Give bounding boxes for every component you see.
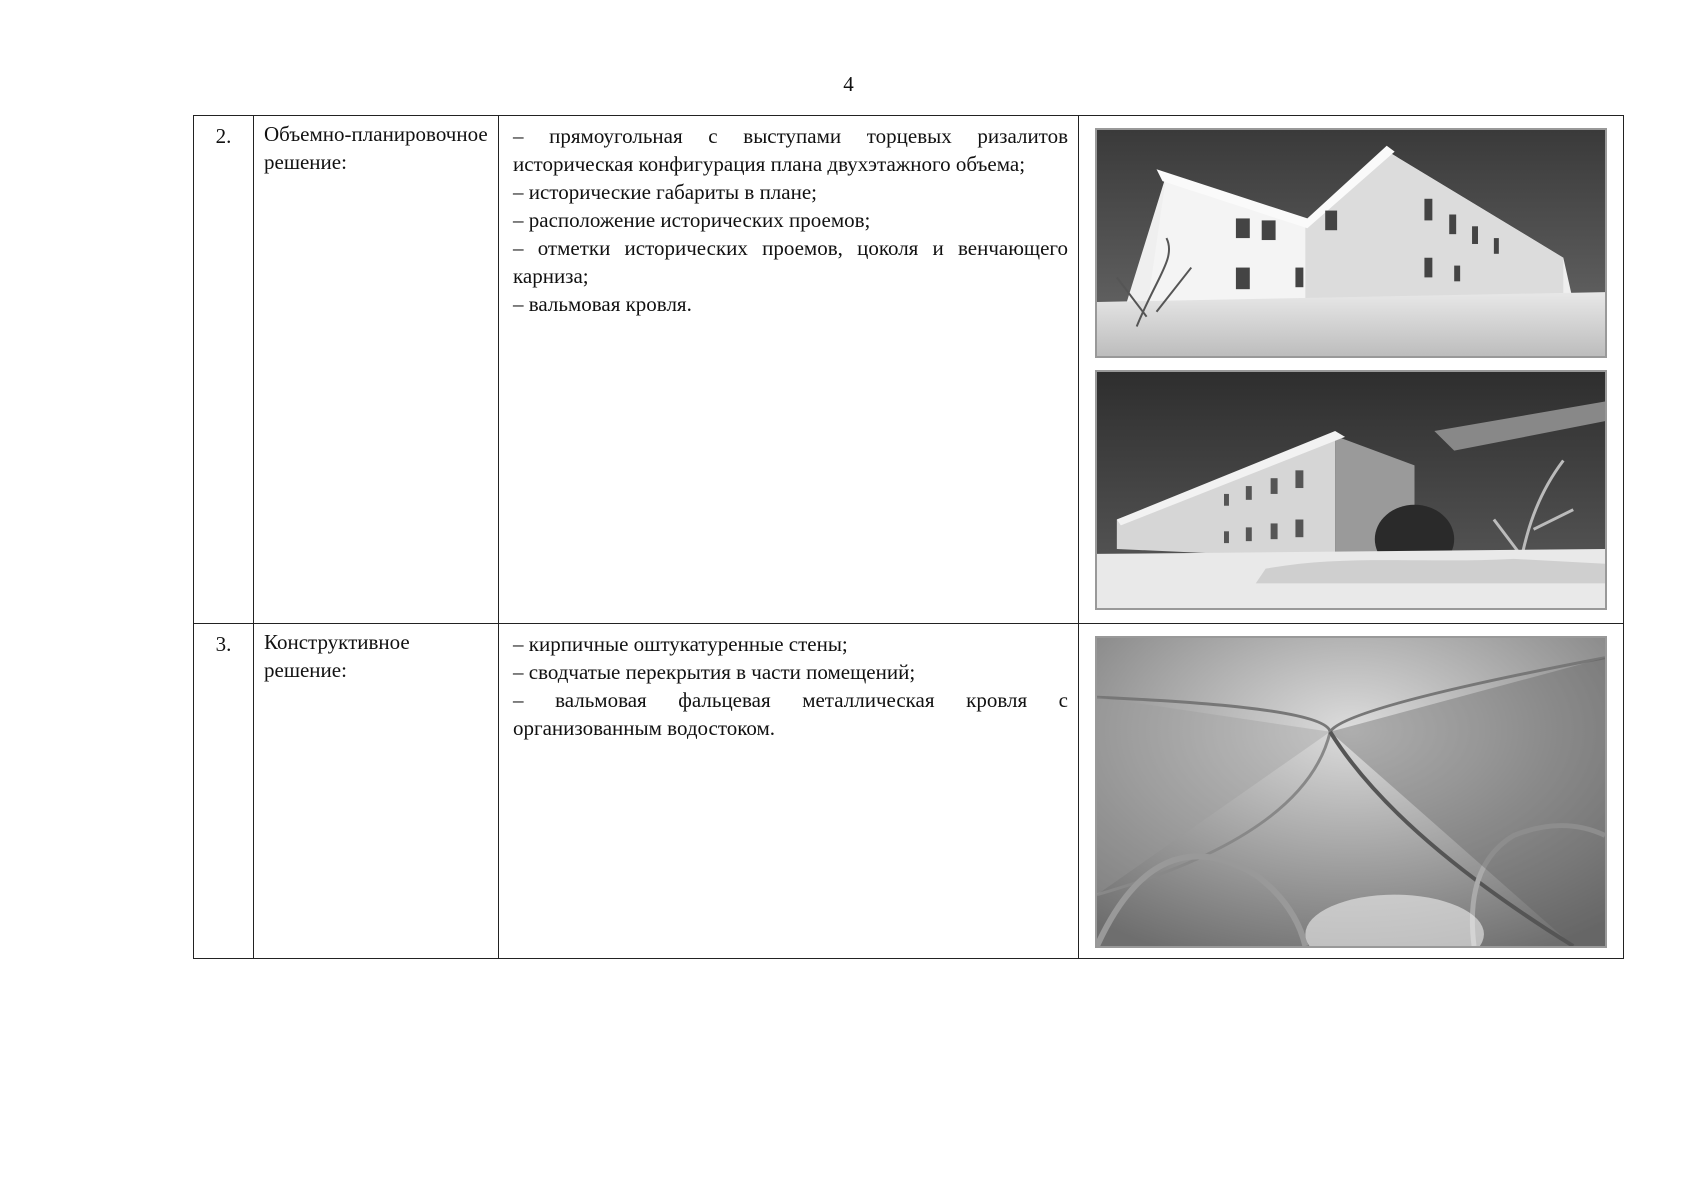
list-item: – прямоугольная с выступами торцевых ризалитов историческая конфигурация плана двухэтажного объема; — [513, 124, 1068, 176]
building-exterior-corner-photo — [1095, 128, 1607, 358]
row-title: Конструктивное решение: — [254, 624, 499, 959]
list-item: – расположение исторических проемов; — [513, 208, 871, 232]
list-item: – исторические габариты в плане; — [513, 180, 817, 204]
characteristics-table — [193, 115, 1624, 959]
row-description — [499, 624, 1079, 959]
vaulted-ceiling-interior-photo — [1095, 636, 1607, 948]
row-number: 3. — [194, 624, 254, 959]
table-row — [194, 116, 1624, 624]
photo-cell — [1079, 624, 1624, 959]
list-item: – вальмовая фальцевая металлическая кровля с организованным водостоком. — [513, 688, 1068, 740]
row-description — [499, 116, 1079, 624]
building-exterior-long-facade-photo — [1095, 370, 1607, 610]
row-number: 2. — [194, 116, 254, 624]
table-row — [194, 624, 1624, 959]
photo-cell — [1079, 116, 1624, 624]
list-item: – отметки исторических проемов, цоколя и венчающего карниза; — [513, 236, 1068, 288]
list-item: – кирпичные оштукатуренные стены; — [513, 632, 848, 656]
row-title: Объемно-планировочное решение: — [254, 116, 499, 624]
page-number: 4 — [843, 72, 854, 96]
list-item: – вальмовая кровля. — [513, 292, 692, 316]
list-item: – сводчатые перекрытия в части помещений; — [513, 660, 916, 684]
